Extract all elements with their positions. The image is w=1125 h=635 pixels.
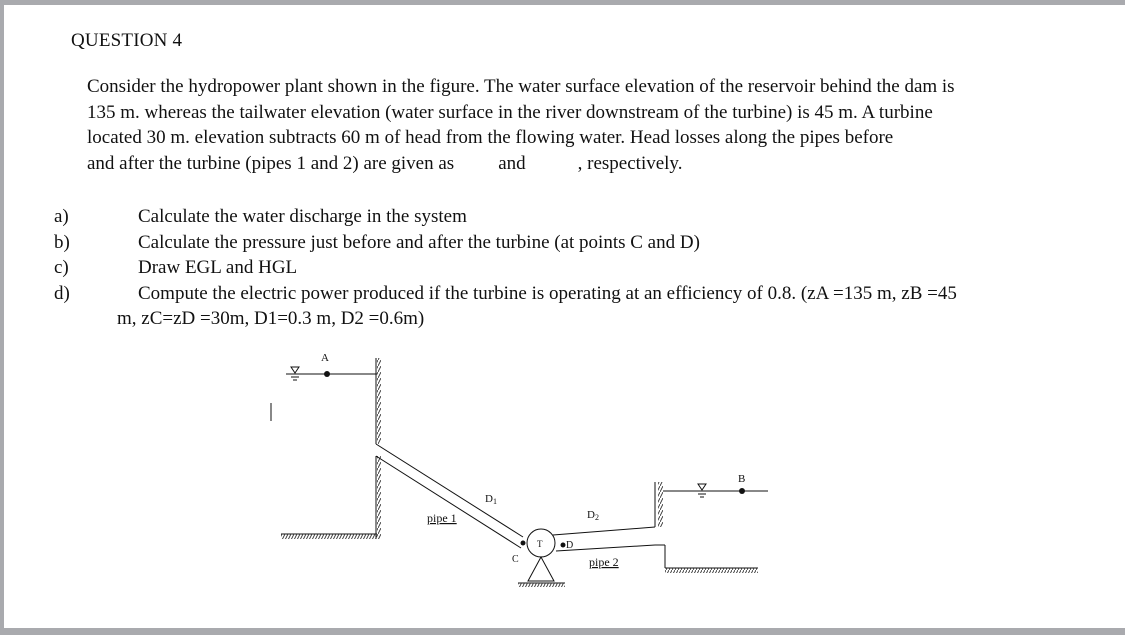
item-c-letter: c) (54, 257, 69, 278)
ground-right (655, 545, 758, 573)
label-d1: D1 (485, 493, 497, 506)
ground-left (281, 534, 377, 539)
item-b-letter: b) (54, 232, 70, 253)
reservoir-surface (286, 367, 377, 380)
label-t: T (537, 539, 543, 549)
pipe-1 (376, 444, 523, 548)
item-d-continuation: m, zC=zD =30m, D1=0.3 m, D2 =0.6m) (117, 308, 425, 329)
item-d-letter: d) (54, 283, 70, 304)
paragraph-line-4-a: and after the turbine (pipes 1 and 2) are given as (87, 152, 455, 174)
label-pipe-2: pipe 2 (589, 555, 619, 569)
paragraph-line-4-b: and (498, 152, 526, 174)
label-pipe-1: pipe 1 (427, 511, 457, 525)
tailwater-surface (663, 484, 768, 497)
label-d: D (566, 540, 574, 551)
item-a-letter: a) (54, 206, 69, 227)
paragraph-line-2: 135 m. whereas the tailwater elevation (water surface in the river downstream of the turbine) is 45 m. A turbine (87, 101, 933, 123)
label-c: C (512, 554, 519, 565)
question-title: QUESTION 4 (71, 30, 183, 51)
point-b-marker (739, 488, 745, 494)
item-a-text: Calculate the water discharge in the system (138, 206, 467, 227)
water-level-icon (291, 367, 299, 373)
item-d-text: Compute the electric power produced if the turbine is operating at an efficiency of 0.8. (zA =135 m, zB =45 (138, 283, 957, 304)
turbine (518, 529, 565, 587)
item-b-text: Calculate the pressure just before and after the turbine (at points C and D) (138, 232, 700, 253)
label-d2: D2 (587, 509, 599, 522)
dam-wall (376, 358, 381, 539)
water-level-icon-2 (698, 484, 706, 490)
label-b: B (738, 473, 746, 485)
paragraph-line-4-c: , respectively. (577, 152, 683, 174)
paragraph-line-3: located 30 m. elevation subtracts 60 m of head from the flowing water. Head losses along the pipes before (87, 127, 894, 148)
point-d-marker (561, 543, 566, 548)
label-a: A (321, 352, 329, 364)
point-a-marker (324, 371, 330, 377)
point-c-marker (521, 541, 526, 546)
paragraph-line-1: Consider the hydropower plant shown in the figure. The water surface elevation of the reservoir behind the dam is (87, 76, 955, 97)
item-c-text: Draw EGL and HGL (138, 257, 298, 278)
tailwater-wall (655, 482, 663, 527)
